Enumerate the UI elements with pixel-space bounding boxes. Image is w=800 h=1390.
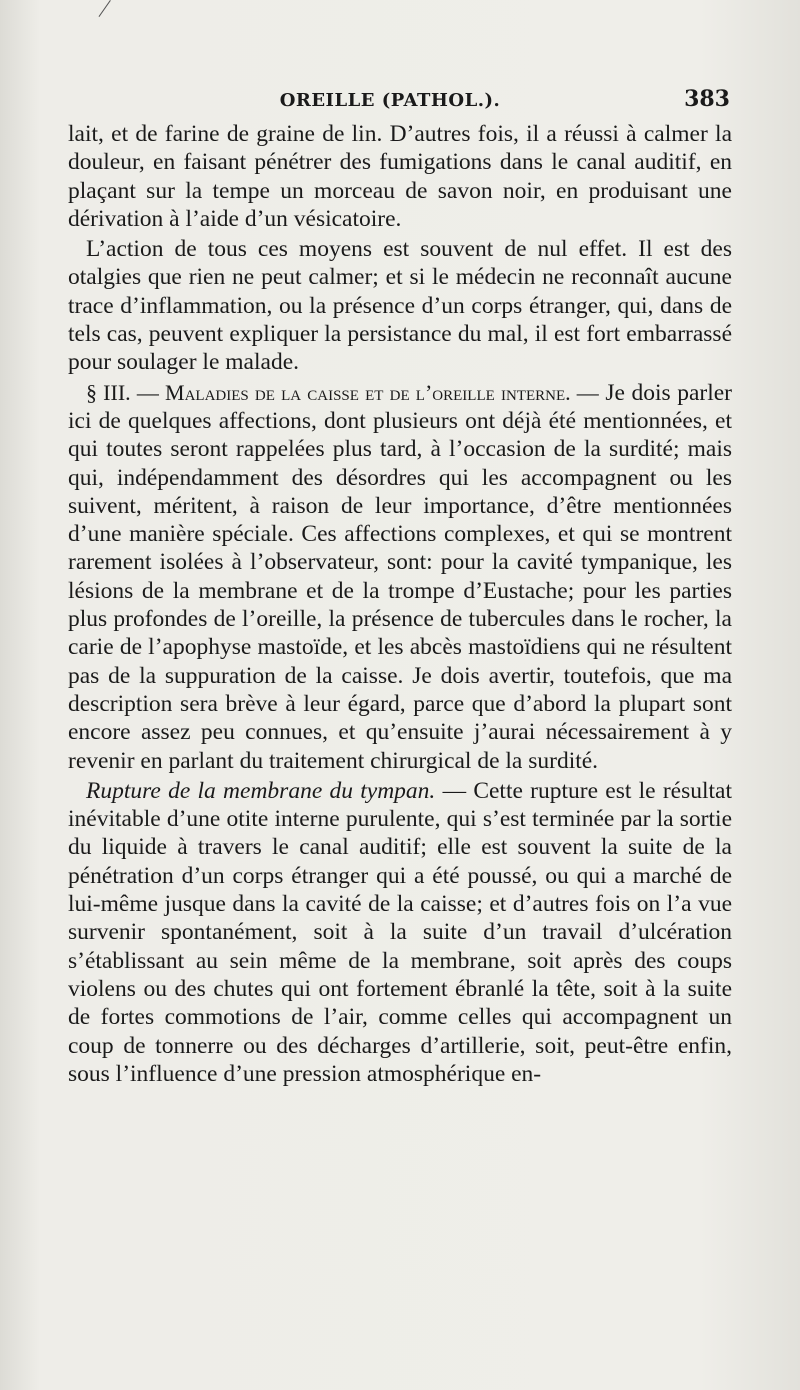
running-title: OREILLE (PATHOL.). bbox=[279, 90, 501, 111]
page-body bbox=[68, 120, 732, 1088]
paragraph-3-text: Je dois parler ici de quelques affections, dont plusieurs ont déjà été mentionnées, et qui toutes seront rappelées plus tard, à l’occasion de la surdité; mais qui, indépendamment des désordres qui les accompagnent ou les suivent, méritent, à raison de leur importance, d’être mentionnées d’une manière spéciale. Ces affections complexes, et qui se montrent rarement isolées à l’observateur, sont: pour la cavité tympanique, les lésions de la membrane et de la trompe d’Eustache; pour les parties plus profondes de l’oreille, la présence de tubercules dans le rocher, la carie de l’apophyse mastoïde, et les abcès mastoïdiens qui ne résultent pas de la suppuration de la caisse. Je dois avertir, toutefois, que ma description sera brève à leur égard, parce que d’abord la plupart sont encore assez peu connues, et qu’ensuite j’aurai nécessairement à y revenir en parlant du traitement chirurgical de la surdité. bbox=[68, 379, 732, 774]
paragraph-2: L’action de tous ces moyens est souvent de nul effet. Il est des otalgies que rien ne peut calmer; et si le médecin ne reconnaît aucune trace d’inflammation, ou la présence d’un corps étranger, qui, dans de tels cas, peuvent expliquer la persistance du mal, il est fort embarrassé pour soulager le malade. bbox=[68, 236, 732, 376]
paragraph-4-text: — Cette rupture est le résultat inévitable d’une otite interne purulente, qui s’est terminée par la sortie du liquide à travers le canal auditif; elle est souvent la suite de la pénétration d’un corps étranger qui a été poussé, ou qui a marché de lui-même jusque dans la cavité de la caisse; et d’autres fois on l’a vue survenir spontanément, soit à la suite d’un travail d’ulcération s’établissant au sein même de la membrane, soit après des coups violens ou des chutes qui ont fortement ébranlé la tête, soit à la suite de fortes commotions de l’air, comme celles qui accompagnent un coup de tonnerre ou des décharges d’artillerie, soit, peut-être enfin, sous l’influence d’une pression atmosphérique en- bbox=[68, 777, 732, 1087]
page-number: 383 bbox=[684, 86, 730, 112]
page-header bbox=[70, 86, 730, 118]
section-heading: § III. — Maladies de la caisse et de l’oreille interne. — bbox=[86, 379, 599, 405]
paragraph-1: lait, et de farine de graine de lin. D’autres fois, il a réussi à calmer la douleur, en faisant pénétrer des fumigations dans le canal auditif, en plaçant sur la tempe un morceau de savon noir, en produisant une dérivation à l’aide d’un vésicatoire. bbox=[68, 121, 732, 232]
subsection-heading: Rupture de la membrane du tympan. bbox=[86, 777, 436, 804]
margin-mark bbox=[99, 0, 111, 17]
paragraph-3 bbox=[68, 379, 732, 775]
paragraph-4 bbox=[68, 777, 732, 1088]
